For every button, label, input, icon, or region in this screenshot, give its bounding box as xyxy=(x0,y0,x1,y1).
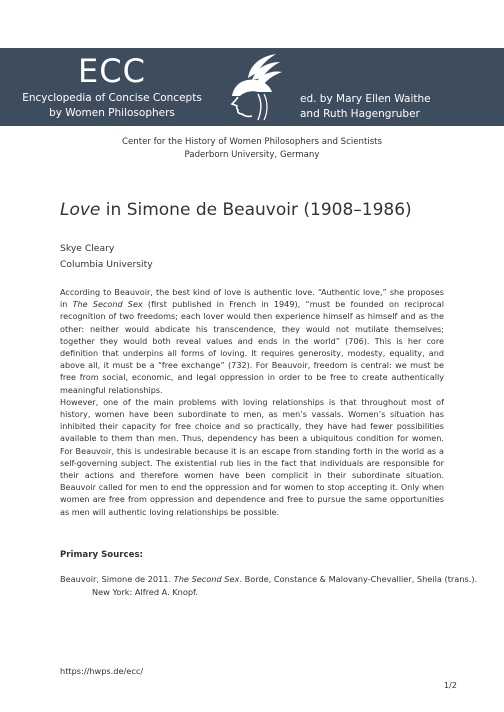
paragraph-1 xyxy=(60,286,444,396)
paragraph-1-part-a: According to Beauvoir, the best kind of love is authentic love. “Authentic love,” she proposes in xyxy=(60,287,444,310)
article-title xyxy=(60,199,480,221)
reference-entry xyxy=(60,573,482,598)
editors xyxy=(300,92,500,122)
reference-details: . Borde, Constance & Malovany-Chevallier, Sheila (trans.). New York: Alfred A. Knopf. xyxy=(92,574,478,597)
paragraph-1-part-b: (first published in French in 1949), “must be founded on reciprocal recognition of two freedoms; each lover would then experience himself as himself and as the other: neither would abdicate his transcendence, they would not mutilate themselves; together they would both reveal values and ends in the world” (706). This is her core definition that underpins all forms of loving. It requires generosity, modesty, equality, and above all, it must be a “free exchange” (732). For Beauvoir, freedom is central: we must be free from social, economic, and legal oppression in order to be free to create authentically meaningful relationships. xyxy=(60,299,444,395)
athena-helmet-logo-icon xyxy=(218,50,288,122)
article-title-rest: in Simone de Beauvoir (1908–1986) xyxy=(100,200,412,220)
author-block xyxy=(60,241,153,273)
ecc-acronym: ECC xyxy=(78,52,146,90)
author-name: Skye Cleary xyxy=(60,243,115,254)
paragraph-2: However, one of the main problems with loving relationships is that throughout most of history, women have been subordinate to men, as men’s vassals. Women’s situation has inhibited their capacity for free choice and so practically, they have had fewer possibilities available to them than men. Thus, dependency has been a ubiquitous condition for women. For Beauvoir, this is undesirable because it is an escape from standing forth in the world as a self-governing subject. The existential rub lies in the fact that individuals are responsible for their actions and therefore women have been complicit in their subordinate situation. Beauvoir called for men to end the oppression and for women to stop accepting it. Only when women are free from oppression and dependence and free to pursue the same opportunities as men will authentic loving relationships be possible. xyxy=(60,396,444,517)
editors-line2: and Ruth Hagengruber xyxy=(300,108,420,120)
institution xyxy=(0,136,504,162)
page-number: 1/2 xyxy=(443,680,457,690)
paragraph-1-book-title: The Second Sex xyxy=(72,299,143,310)
institution-line2: Paderborn University, Germany xyxy=(184,150,320,160)
institution-line1: Center for the History of Women Philosophers and Scientists xyxy=(121,137,383,147)
reference-author: Beauvoir, Simone de 2011. xyxy=(60,574,174,584)
primary-sources-heading: Primary Sources: xyxy=(60,550,143,560)
article-title-italic: Love xyxy=(60,200,101,220)
encyclopedia-title-line2: by Women Philosophers xyxy=(49,107,175,119)
reference-title: The Second Sex xyxy=(173,574,240,584)
article-body xyxy=(60,286,444,518)
editors-line1: ed. by Mary Ellen Waithe xyxy=(300,93,431,105)
encyclopedia-title-line1: Encyclopedia of Concise Concepts xyxy=(22,92,202,104)
author-affiliation: Columbia University xyxy=(60,259,153,270)
footer-url[interactable]: https://hwps.de/ecc/ xyxy=(60,666,144,676)
